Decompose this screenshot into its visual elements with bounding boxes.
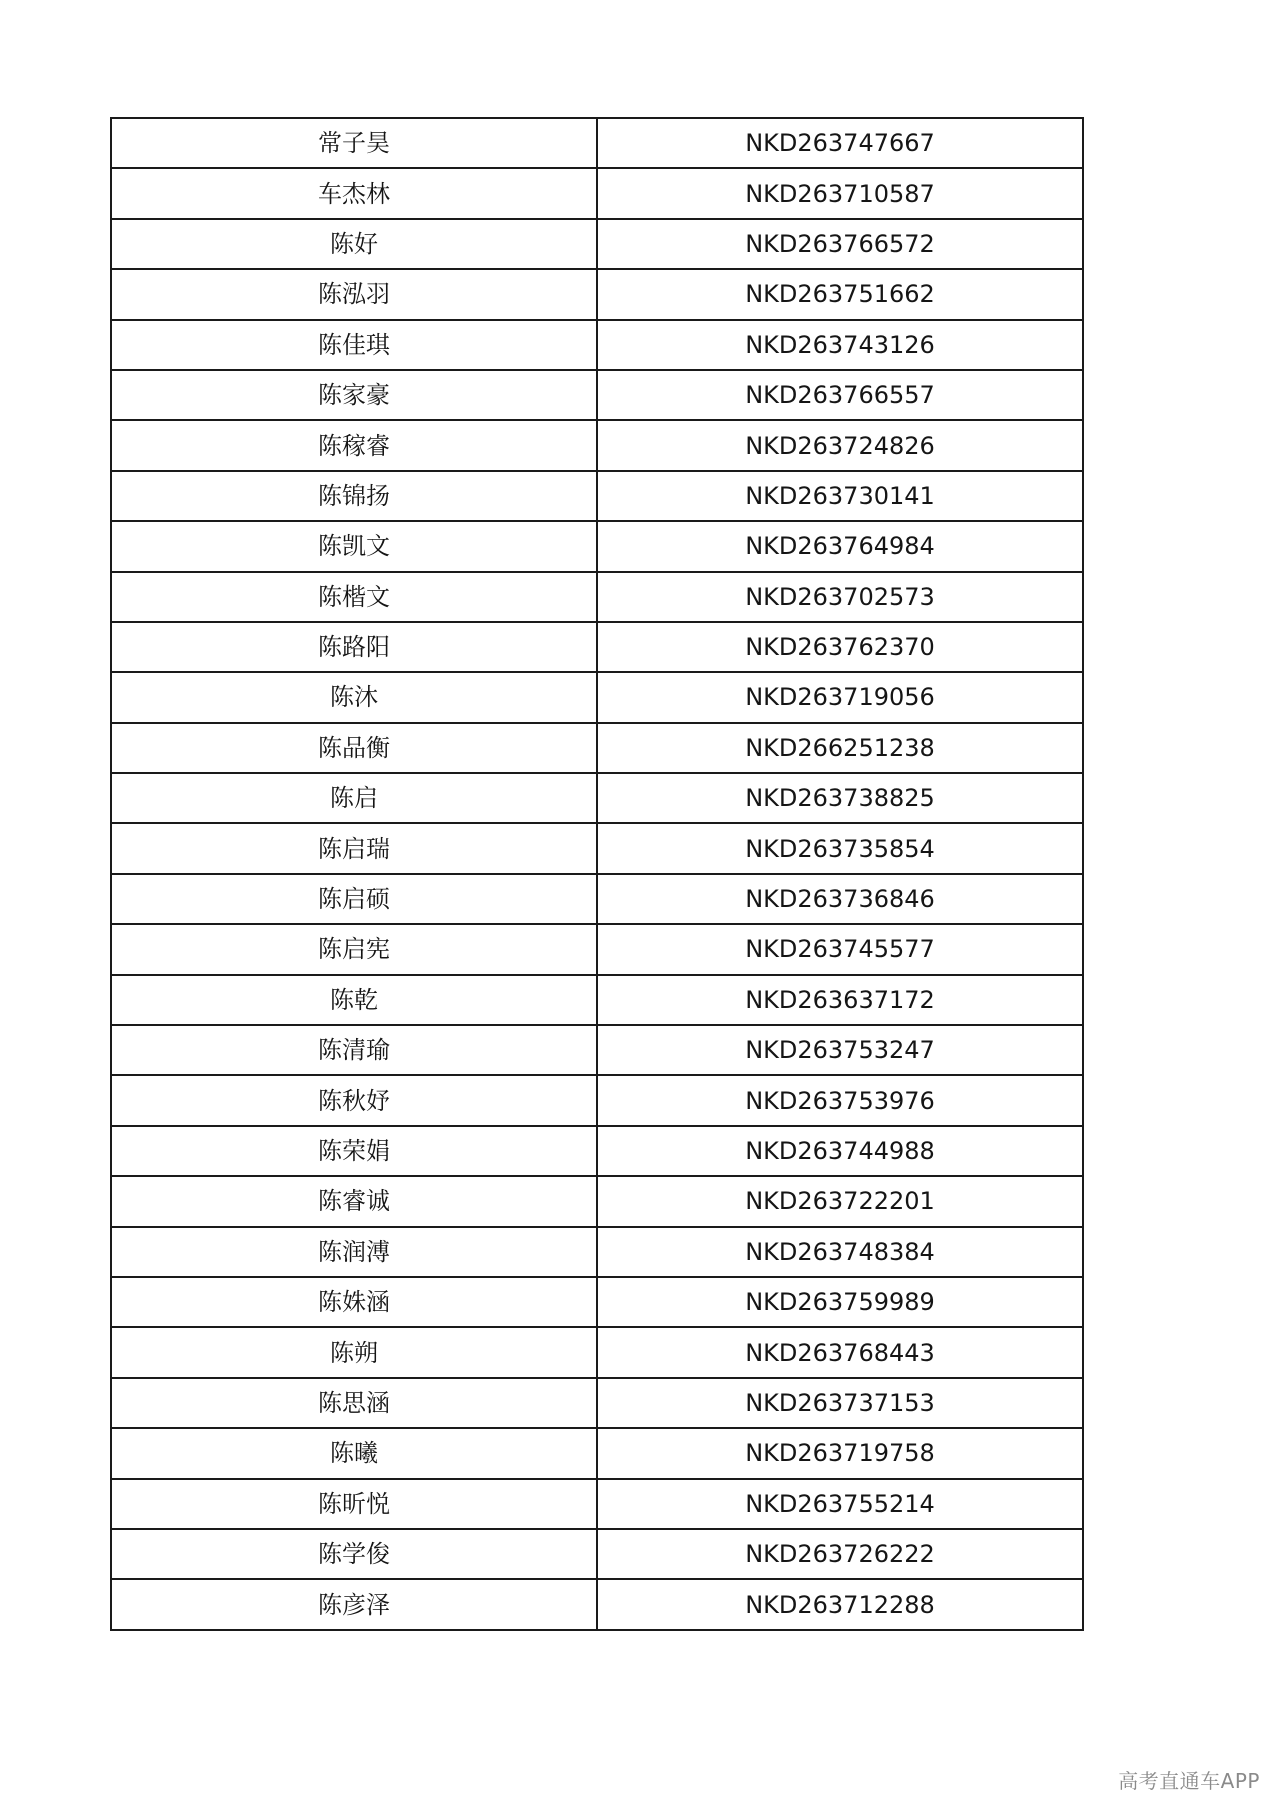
- id-cell: NKD263738825: [597, 773, 1083, 823]
- name-cell: 陈沐: [111, 672, 597, 722]
- name-cell: 陈思涵: [111, 1378, 597, 1428]
- name-cell: 陈好: [111, 219, 597, 269]
- id-cell: NKD263759989: [597, 1277, 1083, 1327]
- table-row: [111, 1277, 1083, 1327]
- table-row: [111, 975, 1083, 1025]
- table-row: [111, 1579, 1083, 1629]
- table-row: [111, 1227, 1083, 1277]
- id-cell: NKD263764984: [597, 521, 1083, 571]
- name-cell: 陈启瑞: [111, 823, 597, 873]
- id-cell: NKD263712288: [597, 1579, 1083, 1629]
- id-cell: NKD263719758: [597, 1428, 1083, 1478]
- table-row: [111, 1126, 1083, 1176]
- table-row: [111, 219, 1083, 269]
- name-cell: 陈启硕: [111, 874, 597, 924]
- table-row: [111, 1025, 1083, 1075]
- name-cell: 陈昕悦: [111, 1479, 597, 1529]
- name-cell: 陈乾: [111, 975, 597, 1025]
- name-cell: 陈荣娟: [111, 1126, 597, 1176]
- id-cell: NKD263766572: [597, 219, 1083, 269]
- id-cell: NKD263719056: [597, 672, 1083, 722]
- id-cell: NKD263744988: [597, 1126, 1083, 1176]
- watermark-text: 高考直通车APP: [1118, 1769, 1260, 1793]
- table-row: [111, 672, 1083, 722]
- table-row: [111, 1479, 1083, 1529]
- roster-table: [110, 117, 1084, 1631]
- name-cell: 陈路阳: [111, 622, 597, 672]
- name-cell: 陈家豪: [111, 370, 597, 420]
- id-cell: NKD263726222: [597, 1529, 1083, 1579]
- table-row: [111, 320, 1083, 370]
- id-cell: NKD263748384: [597, 1227, 1083, 1277]
- name-cell: 常子昊: [111, 118, 597, 168]
- id-cell: NKD263762370: [597, 622, 1083, 672]
- name-cell: 陈朔: [111, 1327, 597, 1377]
- name-cell: 陈秋妤: [111, 1075, 597, 1125]
- table-row: [111, 1378, 1083, 1428]
- id-cell: NKD266251238: [597, 723, 1083, 773]
- id-cell: NKD263702573: [597, 572, 1083, 622]
- table-row: [111, 572, 1083, 622]
- id-cell: NKD263745577: [597, 924, 1083, 974]
- name-cell: 陈泓羽: [111, 269, 597, 319]
- table-row: [111, 471, 1083, 521]
- name-cell: 陈曦: [111, 1428, 597, 1478]
- name-cell: 陈彦泽: [111, 1579, 597, 1629]
- id-cell: NKD263637172: [597, 975, 1083, 1025]
- id-cell: NKD263722201: [597, 1176, 1083, 1226]
- id-cell: NKD263710587: [597, 168, 1083, 218]
- name-cell: 陈润溥: [111, 1227, 597, 1277]
- table-row: [111, 420, 1083, 470]
- table-row: [111, 924, 1083, 974]
- table-row: [111, 118, 1083, 168]
- name-cell: 陈稼睿: [111, 420, 597, 470]
- name-cell: 陈启宪: [111, 924, 597, 974]
- table-row: [111, 723, 1083, 773]
- table-row: [111, 168, 1083, 218]
- table-row: [111, 370, 1083, 420]
- id-cell: NKD263747667: [597, 118, 1083, 168]
- table-row: [111, 521, 1083, 571]
- id-cell: NKD263724826: [597, 420, 1083, 470]
- name-cell: 陈品衡: [111, 723, 597, 773]
- name-cell: 车杰林: [111, 168, 597, 218]
- table-row: [111, 773, 1083, 823]
- table-row: [111, 1428, 1083, 1478]
- id-cell: NKD263735854: [597, 823, 1083, 873]
- id-cell: NKD263743126: [597, 320, 1083, 370]
- name-cell: 陈锦扬: [111, 471, 597, 521]
- name-cell: 陈楷文: [111, 572, 597, 622]
- id-cell: NKD263755214: [597, 1479, 1083, 1529]
- name-cell: 陈启: [111, 773, 597, 823]
- table-row: [111, 1529, 1083, 1579]
- id-cell: NKD263730141: [597, 471, 1083, 521]
- table-row: [111, 622, 1083, 672]
- name-cell: 陈姝涵: [111, 1277, 597, 1327]
- name-cell: 陈学俊: [111, 1529, 597, 1579]
- id-cell: NKD263751662: [597, 269, 1083, 319]
- table-row: [111, 823, 1083, 873]
- table-row: [111, 1075, 1083, 1125]
- id-cell: NKD263753247: [597, 1025, 1083, 1075]
- name-cell: 陈睿诚: [111, 1176, 597, 1226]
- id-cell: NKD263737153: [597, 1378, 1083, 1428]
- name-cell: 陈清瑜: [111, 1025, 597, 1075]
- id-cell: NKD263736846: [597, 874, 1083, 924]
- table-row: [111, 269, 1083, 319]
- table-row: [111, 874, 1083, 924]
- name-cell: 陈佳琪: [111, 320, 597, 370]
- id-cell: NKD263768443: [597, 1327, 1083, 1377]
- id-cell: NKD263753976: [597, 1075, 1083, 1125]
- id-cell: NKD263766557: [597, 370, 1083, 420]
- table-row: [111, 1176, 1083, 1226]
- name-cell: 陈凯文: [111, 521, 597, 571]
- table-row: [111, 1327, 1083, 1377]
